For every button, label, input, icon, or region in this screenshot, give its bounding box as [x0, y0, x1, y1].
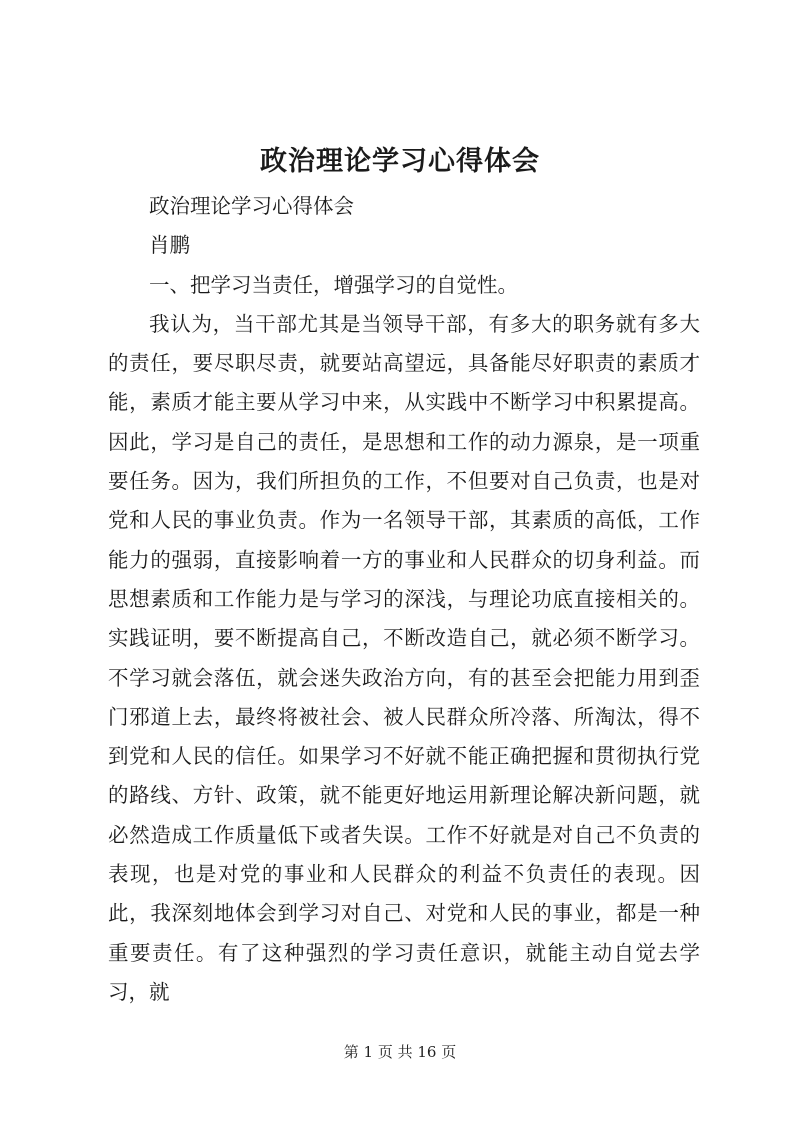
body-paragraph: 我认为，当干部尤其是当领导干部，有多大的职务就有多大的责任，要尽职尽责，就要站高望远，具备能尽好职责的素质才能，素质才能主要从学习中来，从实践中不断学习中积累提高。因此，学习是自己的责任，是思想和工作的动力源泉，是一项重要任务。因为，我们所担负的工作，不但要对自己负责，也是对党和人民的事业负责。作为一名领导干部，其素质的高低，工作能力的强弱，直接影响着一方的事业和人民群众的切身利益。而思想素质和工作能力是与学习的深浅，与理论功底直接相关的。实践证明，要不断提高自己，不断改造自己，就必须不断学习。不学习就会落伍，就会迷失政治方向，有的甚至会把能力用到歪门邪道上去，最终将被社会、被人民群众所冷落、所淘汰，得不到党和人民的信任。如果学习不好就不能正确把握和贯彻执行党的路线、方针、政策，就不能更好地运用新理论解决新问题，就必然造成工作质量低下或者失误。工作不好就是对自己不负责的表现，也是对党的事业和人民群众的利益不负责任的表现。因此，我深刻地体会到学习对自己、对党和人民的事业，都是一种重要责任。有了这种强烈的学习责任意识，就能主动自觉去学习，就: [108, 311, 700, 1004]
section-heading: 一、把学习当责任，增强学习的自觉性。: [149, 272, 518, 297]
document-body: [108, 187, 700, 1012]
page-number-footer: 第 1 页 共 16 页: [343, 1043, 457, 1061]
document-author: 肖鹏: [149, 233, 190, 258]
document-subtitle: 政治理论学习心得体会: [149, 194, 354, 218]
document-title: 政治理论学习心得体会: [260, 146, 540, 177]
